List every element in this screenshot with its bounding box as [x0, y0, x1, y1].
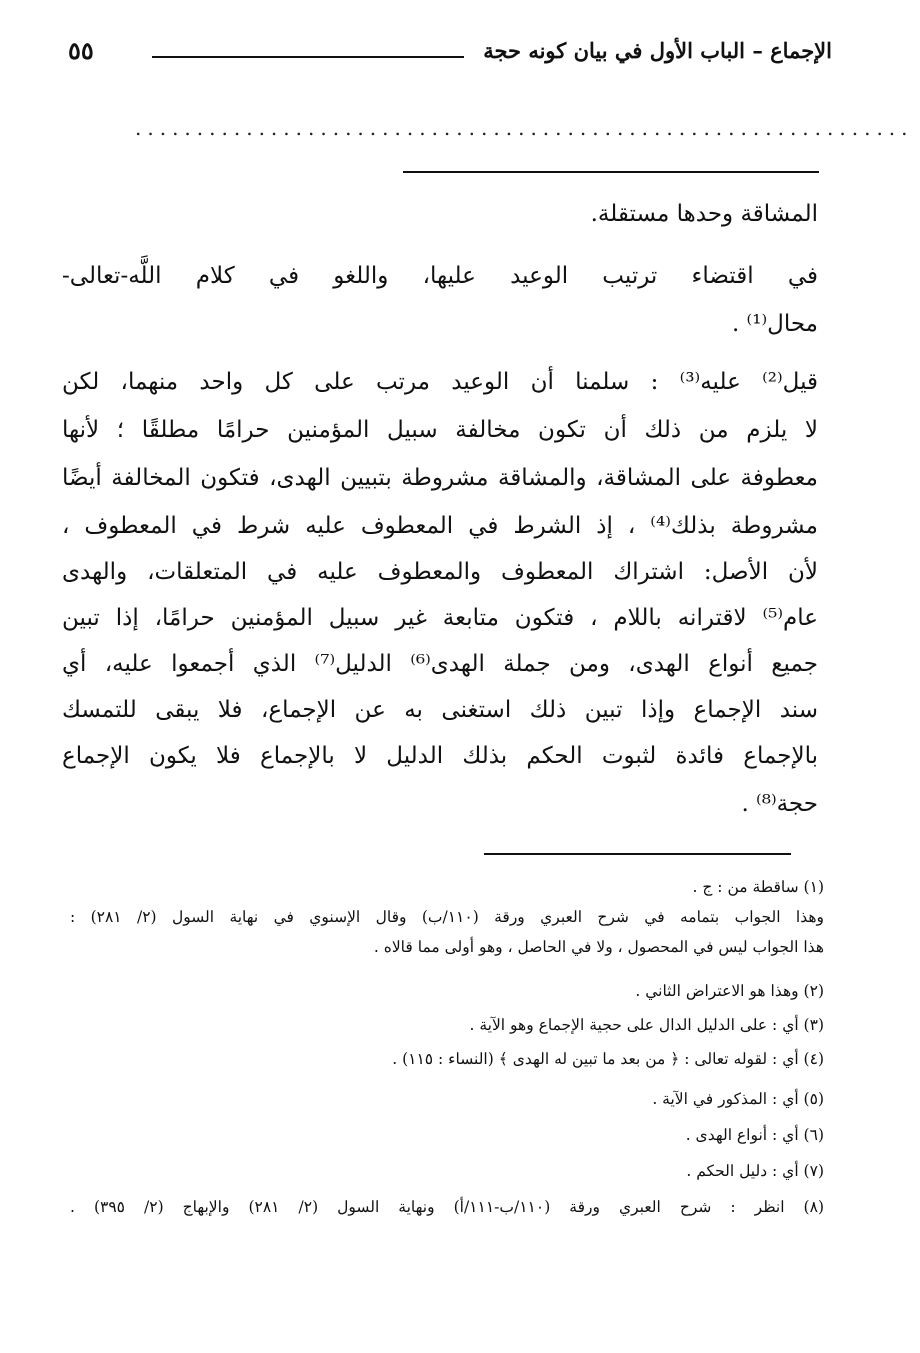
body-line-10: جميع أنواع الهدى، ومن جملة الهدى⁽⁶⁾ الدليل⁽⁷⁾ الذي أجمعوا عليه، أي [62, 651, 818, 677]
body-line-5: لا يلزم من ذلك أن تكون مخالفة سبيل المؤمنين حرامًا مطلقًا ؛ لأنها [62, 417, 818, 443]
footnote-5: (٥) أي : المذكور في الآية . [652, 1090, 824, 1108]
body-line-9: عام⁽⁵⁾ لاقترانه باللام ، فتكون متابعة غير سبيل المؤمنين حرامًا، إذا تبين [62, 605, 818, 631]
body-line-13: حجة⁽⁸⁾ . [741, 791, 818, 817]
page-number: ٥٥ [68, 36, 94, 65]
footnote-rule [484, 853, 791, 855]
body-line-12: بالإجماع فائدة لثبوت الحكم بذلك الدليل لا بالإجماع فلا يكون الإجماع [62, 743, 818, 769]
body-line-8: لأن الأصل: اشتراك المعطوف والمعطوف عليه في المتعلقات، والهدى [62, 559, 818, 585]
omission-dots: ............................................................... [135, 116, 914, 140]
footnote-1-cont-a: وهذا الجواب بتمامه في شرح العبري ورقة (١١٠/ب) وقال الإسنوي في نهاية السول (٢/ ٢٨١) : [70, 908, 825, 926]
footnote-1-cont-b: هذا الجواب ليس في المحصول ، ولا في الحاصل ، وهو أولى مما قالاه . [373, 938, 824, 956]
running-header-title: الإجماع – الباب الأول في بيان كونه حجة [483, 38, 832, 63]
footnote-3: (٣) أي : على الدليل الدال على حجية الإجماع وهو الآية . [469, 1016, 824, 1034]
body-line-1: المشاقة وحدها مستقلة. [590, 201, 818, 227]
section-rule [403, 171, 819, 173]
body-line-6: معطوفة على المشاقة، والمشاقة مشروطة بتبيين الهدى، فتكون المخالفة أيضًا [62, 465, 818, 491]
header-rule [152, 56, 464, 58]
body-line-7: مشروطة بذلك⁽⁴⁾ ، إذ الشرط في المعطوف عليه شرط في المعطوف ، [62, 513, 818, 539]
footnote-6: (٦) أي : أنواع الهدى . [685, 1126, 824, 1144]
body-line-2: في اقتضاء ترتيب الوعيد عليها، واللغو في كلام اللَّه-تعالى- [62, 263, 818, 289]
body-line-3: محال⁽¹⁾ . [731, 311, 818, 337]
body-line-4: قيل⁽²⁾ عليه⁽³⁾ : سلمنا أن الوعيد مرتب على كل واحد منهما، لكن [62, 369, 819, 395]
body-line-11: سند الإجماع وإذا تبين ذلك استغنى به عن الإجماع، فلا يبقى للتمسك [62, 697, 818, 723]
footnote-2: (٢) وهذا هو الاعتراض الثاني . [635, 982, 824, 1000]
footnote-7: (٧) أي : دليل الحكم . [686, 1162, 824, 1180]
footnote-8: (٨) انظر : شرح العبري ورقة (١١٠/ب-١١١/أ) ونهاية السول (٢/ ٢٨١) والإبهاج (٢/ ٣٩٥) . [70, 1198, 824, 1216]
footnote-4: (٤) أي : لقوله تعالى : ﴿ من بعد ما تبين له الهدى ﴾ (النساء : ١١٥) . [392, 1050, 824, 1068]
footnote-1: (١) ساقطة من : ج . [692, 878, 824, 896]
